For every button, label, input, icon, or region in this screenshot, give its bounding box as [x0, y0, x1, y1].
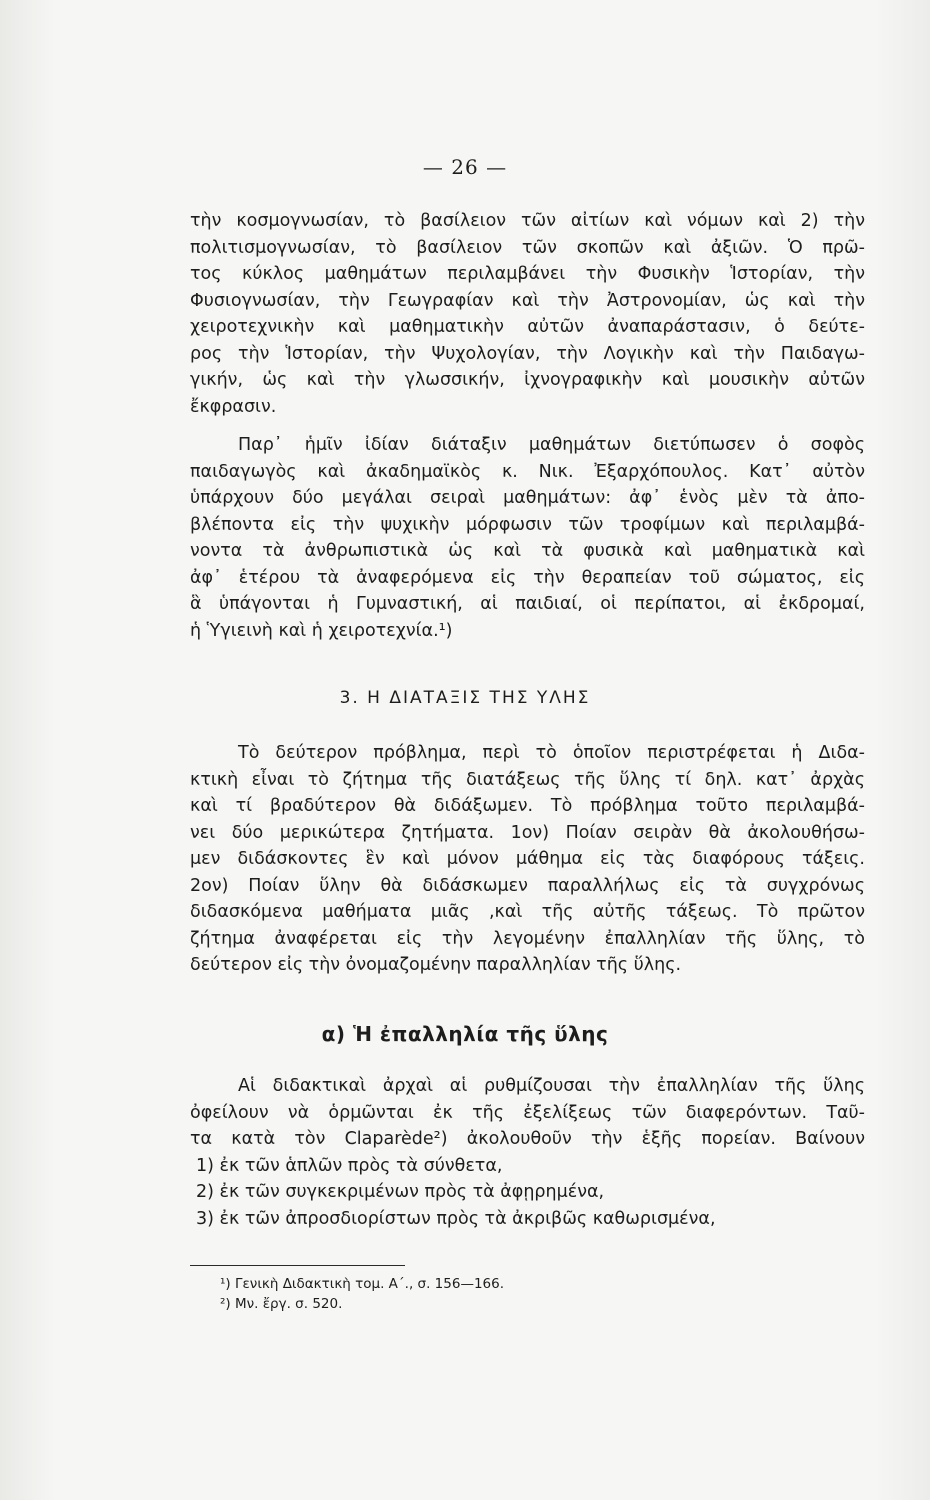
text-line: τὴν κοσμογνωσίαν, τὸ βασίλειον τῶν αἰτίων καὶ νόμων καὶ 2) τὴν [190, 211, 865, 231]
text-line: γικήν, ὡς καὶ τὴν γλωσσικήν, ἰχνογραφικὴν καὶ μουσικὴν αὐτῶν [190, 370, 865, 390]
list-item: 3) ἐκ τῶν ἀπροσδιορίστων πρὸς τὰ ἀκριβῶς καθωρισμένα, [196, 1208, 716, 1229]
list-item: 1) ἐκ τῶν ἁπλῶν πρὸς τὰ σύνθετα, [196, 1155, 503, 1176]
text-line: ἡ Ὑγιεινὴ καὶ ἡ χειροτεχνία.¹) [190, 620, 453, 641]
text-line: τα κατὰ τὸν Claparède²) ἀκολουθοῦν τὴν ἑξῆς πορείαν. Βαίνουν [190, 1129, 865, 1149]
text-line: κτικὴ εἶναι τὸ ζήτημα τῆς διατάξεως τῆς ὕλης τί δηλ. κατ᾽ ἀρχὰς [190, 769, 865, 790]
paragraph-4 [190, 1073, 865, 1232]
text-line: ἀφ᾽ ἑτέρου τὰ ἀναφερόμενα εἰς τὴν θεραπείαν τοῦ σώματος, εἰς [190, 567, 865, 588]
text-line: Τὸ δεύτερον πρόβλημα, περὶ τὸ ὁποῖον περιστρέφεται ἡ Διδα- [238, 743, 865, 763]
text-line: ὀφείλουν νὰ ὁρμῶνται ἐκ τῆς ἐξελίξεως τῶν διαφερόντων. Ταῦ- [190, 1102, 865, 1123]
footnote-divider [190, 1265, 405, 1266]
text-line: Φυσιογνωσίαν, τὴν Γεωγραφίαν καὶ τὴν Ἀστρονομίαν, ὡς καὶ τὴν [190, 290, 865, 311]
footnote: ¹) Γενικὴ Διδακτικὴ τομ. Α΄., σ. 156—166. [220, 1276, 505, 1292]
text-line: διδασκόμενα μαθήματα μιᾶς ,καὶ τῆς αὐτῆς τάξεως. Τὸ πρῶτον [190, 902, 865, 922]
paragraph-1 [190, 208, 865, 420]
text-line: ρος τὴν Ἱστορίαν, τὴν Ψυχολογίαν, τὴν Λογικὴν καὶ τὴν Παιδαγω- [190, 343, 865, 364]
text-line: παιδαγωγὸς καὶ ἀκαδημαϊκὸς κ. Νικ. Ἐξαρχόπουλος. Κατ᾽ αὐτὸν [190, 461, 865, 482]
text-line: πολιτισμογνωσίαν, τὸ βασίλειον τῶν σκοπῶν καὶ ἀξιῶν. Ὁ πρῶ- [190, 237, 865, 258]
footnote: ²) Μν. ἔργ. σ. 520. [220, 1296, 343, 1312]
subheading: α) Ἡ ἐπαλληλία τῆς ὕλης [321, 1022, 609, 1046]
text-line: Παρ᾽ ἡμῖν ἰδίαν διάταξιν μαθημάτων διετύπωσεν ὁ σοφὸς [238, 435, 865, 455]
text-line: χειροτεχνικὴν καὶ μαθηματικὴν αὐτῶν ἀναπαράστασιν, ὁ δεύτε- [190, 317, 865, 337]
text-line: νει δύο μερικώτερα ζητήματα. 1ον) Ποίαν σειρὰν θὰ ἀκολουθήσω- [190, 822, 865, 843]
text-line: μεν διδάσκοντες ἓν καὶ μόνον μάθημα εἰς τὰς διαφόρους τάξεις. [190, 849, 865, 869]
section-heading: 3. Η ΔΙΑΤΑΞΙΣ ΤΗΣ ΥΛΗΣ [339, 688, 591, 708]
text-line: ἔκφρασιν. [190, 396, 277, 417]
list-item: 2) ἐκ τῶν συγκεκριμένων πρὸς τὰ ἀφῃρημένα, [196, 1182, 605, 1202]
paragraph-3 [190, 740, 865, 979]
footnotes [220, 1274, 504, 1314]
text-line: ἃ ὑπάγονται ἡ Γυμναστική, αἱ παιδιαί, οἱ περίπατοι, αἱ ἐκδρομαί, [190, 594, 865, 614]
text-line: δεύτερον εἰς τὴν ὀνομαζομένην παραλληλίαν τῆς ὕλης. [190, 955, 682, 975]
text-line: καὶ τί βραδύτερον θὰ διδάξωμεν. Τὸ πρόβλημα τοῦτο περιλαμβά- [190, 796, 865, 816]
text-line: ὑπάρχουν δύο μεγάλαι σειραὶ μαθημάτων: ἀφ᾽ ἑνὸς μὲν τὰ ἀπο- [190, 488, 865, 508]
text-line: τος κύκλος μαθημάτων περιλαμβάνει τὴν Φυσικὴν Ἱστορίαν, τὴν [190, 264, 865, 284]
text-line: νοντα τὰ ἀνθρωπιστικὰ ὡς καὶ τὰ φυσικὰ καὶ μαθηματικὰ καὶ [190, 541, 865, 561]
text-line: 2ον) Ποίαν ὕλην θὰ διδάσκωμεν παραλλήλως εἰς τὰ συγχρόνως [190, 875, 865, 896]
text-line: βλέποντα εἰς τὴν ψυχικὴν μόρφωσιν τῶν τροφίμων καὶ περιλαμβά- [190, 514, 865, 535]
paragraph-2 [190, 432, 865, 644]
text-line: ζήτημα ἀναφέρεται εἰς τὴν λεγομένην ἐπαλληλίαν τῆς ὕλης, τὸ [190, 928, 865, 949]
text-line: Αἱ διδακτικαὶ ἀρχαὶ αἱ ρυθμίζουσαι τὴν ἐπαλληλίαν τῆς ὕλης [238, 1076, 865, 1096]
page-number: — 26 — [422, 155, 508, 179]
